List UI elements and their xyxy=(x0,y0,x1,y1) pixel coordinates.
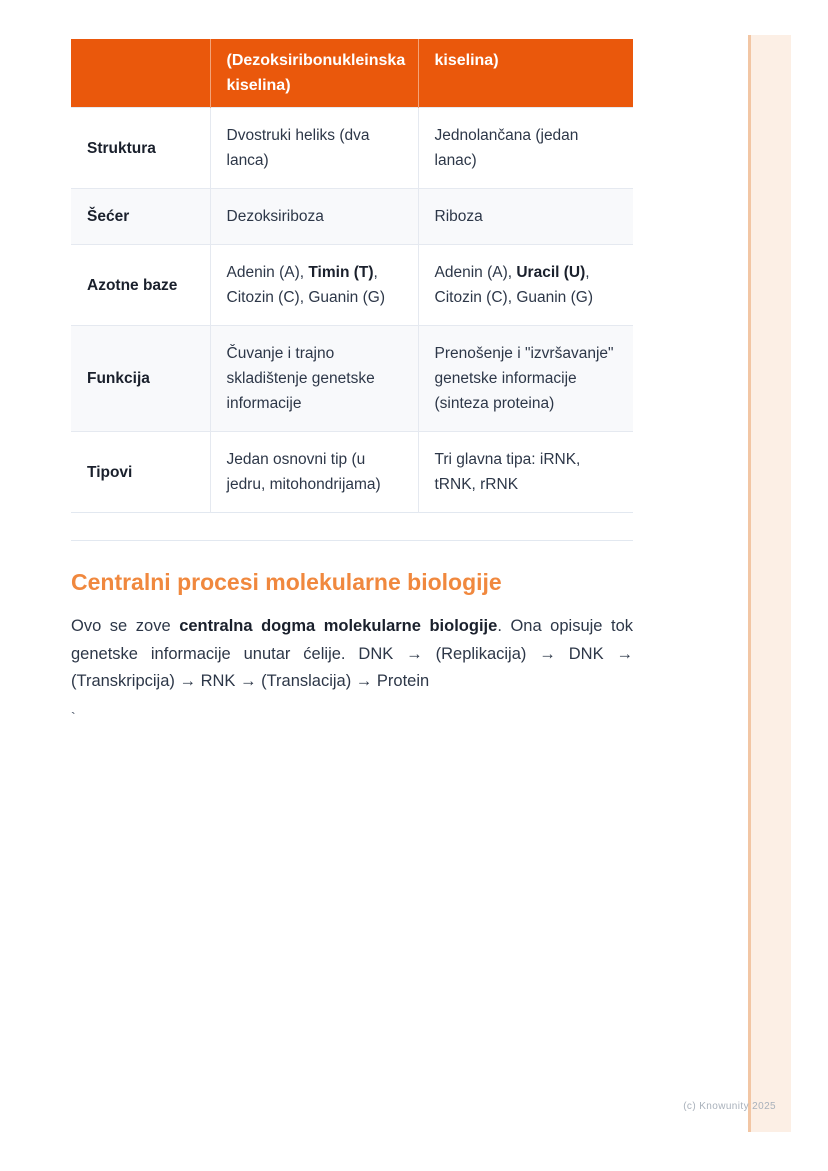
rnk-cell: Riboza xyxy=(418,189,633,245)
footer-credit: (c) Knowunity 2025 xyxy=(683,1101,776,1112)
body-paragraph: Ovo se zove centralna dogma molekularne biologije. Ona opisuje tok genetske informacije unutar ćelije. DNK → (Replikacija) → DNK → (Transkripcija) → RNK → (Translacija) → Protein xyxy=(71,617,634,690)
row-label: Tipovi xyxy=(87,463,133,481)
stray-backtick-char: ` xyxy=(71,708,76,725)
dnk-cell: Dezoksiriboza xyxy=(210,189,418,245)
table-row xyxy=(71,245,633,326)
table-header-empty-cell xyxy=(71,39,210,108)
row-label: Azotne baze xyxy=(87,276,178,294)
table-row xyxy=(71,108,633,189)
section-divider xyxy=(71,540,633,541)
table-header-rnk-cell: kiselina) xyxy=(418,39,633,108)
rnk-cell: Jednolančana (jedan lanac) xyxy=(418,108,633,189)
table-header-row xyxy=(71,39,633,108)
dnk-cell: Adenin (A), Timin (T), Citozin (C), Guanin (G) xyxy=(210,245,418,326)
table-header-dnk-cell: (Dezoksiribonukleinska kiselina) xyxy=(210,39,418,108)
row-label: Funkcija xyxy=(87,370,150,387)
dnk-rnk-comparison-table xyxy=(71,39,633,513)
rnk-cell: Tri glavna tipa: iRNK, tRNK, rRNK xyxy=(418,432,633,513)
table-row xyxy=(71,189,633,245)
rnk-cell: Prenošenje i "izvršavanje" genetske informacije (sinteza proteina) xyxy=(418,326,633,432)
dnk-cell: Čuvanje i trajno skladištenje genetske informacije xyxy=(210,326,418,432)
section-heading: Centralni procesi molekularne biologije xyxy=(71,569,502,595)
page-content xyxy=(71,39,633,725)
table-row xyxy=(71,432,633,513)
dnk-cell: Dvostruki heliks (dva lanca) xyxy=(210,108,418,189)
table-row xyxy=(71,326,633,432)
dnk-cell: Jedan osnovni tip (u jedru, mitohondrijama) xyxy=(210,432,418,513)
page-edge-decoration-bar xyxy=(748,35,791,1132)
row-label: Šećer xyxy=(87,208,130,225)
row-label: Struktura xyxy=(87,139,156,157)
rnk-cell: Adenin (A), Uracil (U), Citozin (C), Guanin (G) xyxy=(418,245,633,326)
